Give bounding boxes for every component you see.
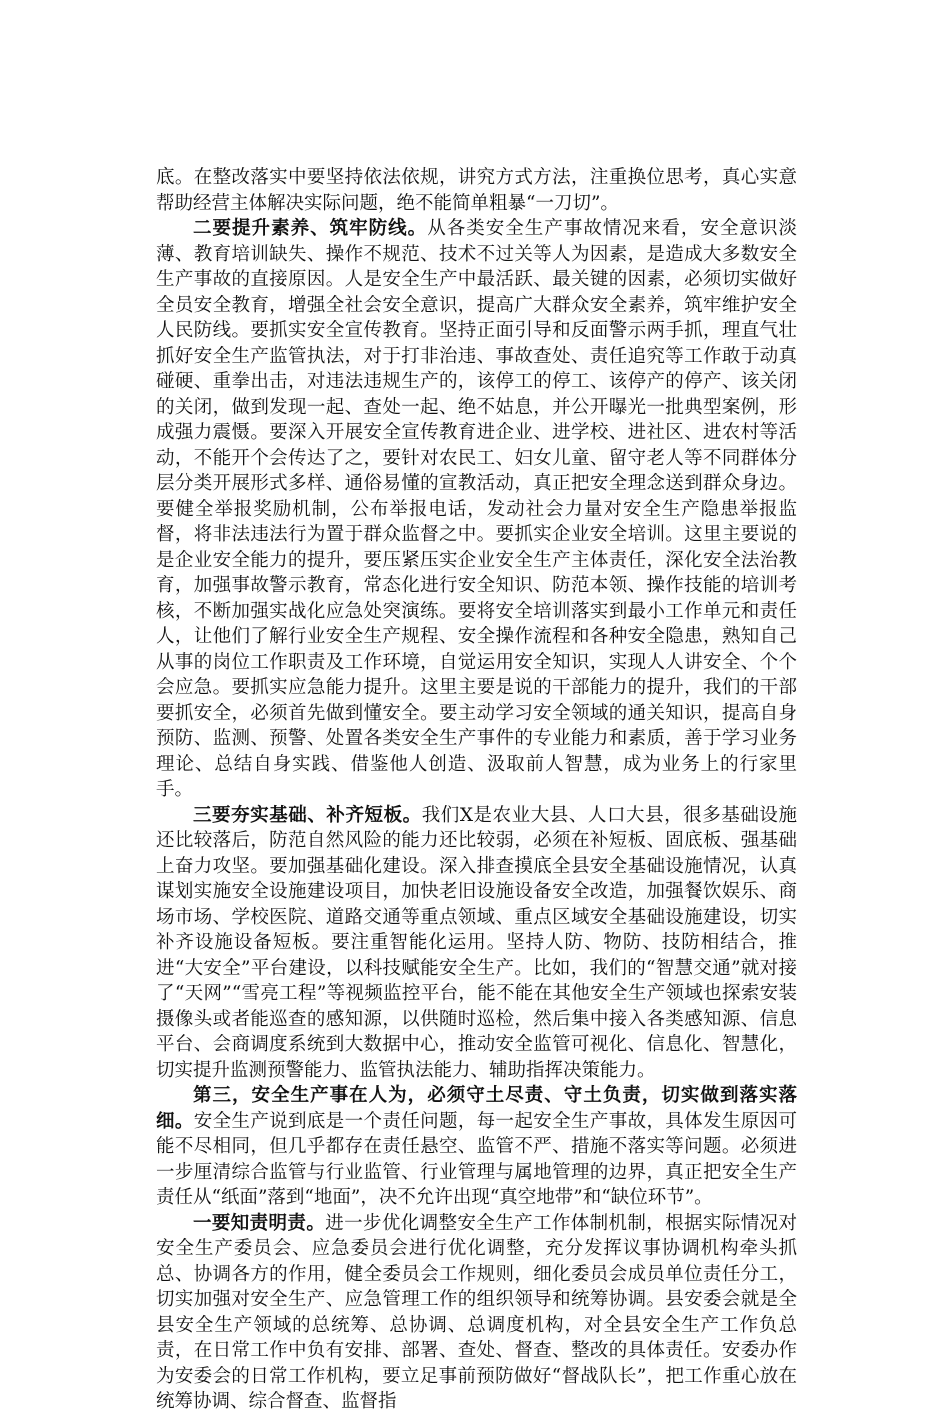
paragraph-text: 进一步优化调整安全生产工作体制机制，根据实际情况对安全生产委员会、应急委员会进行优化调整，充分发挥议事协调机构牵头抓总、协调各方的作用，健全委员会工作规则，细化委员会成员单位责任分工，切实加强对安全生产、应急管理工作的组织领导和统筹协调。县安委会就是全县安全生产领域的总统筹、总协调、总调度机构，对全县安全生产工作负总责，在日常工作中负有安排、部署、查处、督查、整改的具体责任。安委办作为安委会的日常工作机构，要立足事前预防做好“督战队长”，把工作重心放在统筹协调、综合督查、监督指 (156, 1212, 797, 1412)
paragraph-third-point (156, 1083, 797, 1211)
paragraph-strengthen-foundation (156, 803, 797, 1084)
document-page (156, 165, 797, 1415)
paragraph-text: 从各类安全生产事故情况来看，安全意识淡薄、教育培训缺失、操作不规范、技术不过关等人为因素，是造成大多数安全生产事故的直接原因。人是安全生产中最活跃、最关键的因素，必须切实做好全员安全教育，增强全社会安全意识，提高广大群众安全素养，筑牢维护安全人民防线。要抓实安全宣传教育。坚持正面引导和反面警示两手抓，理直气壮抓好安全生产监管执法，对于打非治违、事故查处、责任追究等工作敢于动真碰硬、重拳出击，对违法违规生产的，该停工的停工、该停产的停产、该关闭的关闭，做到发现一起、查处一起、绝不姑息，并公开曝光一批典型案例，形成强力震慑。要深入开展安全宣传教育进企业、进学校、进社区、进农村等活动，不能开个会传达了之，要针对农民工、妇女儿童、留守老人等不同群体分层分类开展形式多样、通俗易懂的宣教活动，真正把安全理念送到群众身边。要健全举报奖励机制，公布举报电话，发动社会力量对安全生产隐患举报监督，将非法违法行为置于群众监督之中。要抓实企业安全培训。这里主要说的是企业安全能力的提升，要压紧压实企业安全生产主体责任，深化安全法治教育，加强事故警示教育，常态化进行安全知识、防范本领、操作技能的培训考核，不断加强实战化应急处突演练。要将安全培训落实到最小工作单元和责任人，让他们了解行业安全生产规程、安全操作流程和各种安全隐患，熟知自己从事的岗位工作职责及工作环境，自觉运用安全知识，实现人人讲安全、个个会应急。要抓实应急能力提升。这里主要是说的干部能力的提升，我们的干部要抓安全，必须首先做到懂安全。要主动学习安全领域的通关知识，提高自身预防、监测、预警、处置各类安全生产事件的专业能力和素质，善于学习业务理论、总结自身实践、借鉴他人创造、汲取前人智慧，成为业务上的行家里手。 (156, 218, 797, 800)
paragraph-text: 安全生产说到底是一个责任问题，每一起安全生产事故，具体发生原因可能不尽相同，但几乎都存在责任悬空、监管不严、措施不落实等问题。必须进一步厘清综合监管与行业监管、行业管理与属地管理的边界，真正把安全生产责任从“纸面”落到“地面”，决不允许出现“真空地带”和“缺位环节”。 (156, 1110, 797, 1208)
paragraph-heading: 第三，安全生产事在人为，必须守土尽责、守土负责，切实做到落实落细。 (156, 1085, 797, 1132)
paragraph-heading: 三要夯实基础、补齐短板。 (193, 804, 422, 826)
paragraph-text: 底。在整改落实中要坚持依法依规，讲究方式方法，注重换位思考，真心实意帮助经营主体解决实际问题，绝不能简单粗暴“一刀切”。 (156, 167, 797, 214)
paragraph-heading: 二要提升素养、筑牢防线。 (193, 218, 428, 239)
paragraph-heading: 一要知责明责。 (193, 1212, 326, 1234)
paragraph-know-responsibility (156, 1211, 797, 1415)
paragraph-text: 我们X是农业大县、人口大县，很多基础设施还比较落后，防范自然风险的能力还比较弱，必须在补短板、固底板、强基础上奋力攻坚。要加强基础化建设。深入排查摸底全县安全基础设施情况，认真谋划实施安全设施建设项目，加快老旧设施设备安全改造，加强餐饮娱乐、商场市场、学校医院、道路交通等重点领域、重点区域安全基础设施建设，切实补齐设施设备短板。要注重智能化运用。坚持人防、物防、技防相结合，推进“大安全”平台建设，以科技赋能安全生产。比如，我们的“智慧交通”就对接了“天网”“雪亮工程”等视频监控平台，能不能在其他安全生产领域也探索安装摄像头或者能巡查的感知源，以供随时巡检，然后集中接入各类感知源、信息平台、会商调度系统到大数据中心，推动安全监管可视化、信息化、智慧化，切实提升监测预警能力、监管执法能力、辅助指挥决策能力。 (156, 804, 797, 1081)
paragraph-continuation (156, 165, 797, 216)
paragraph-improve-quality (156, 216, 797, 803)
